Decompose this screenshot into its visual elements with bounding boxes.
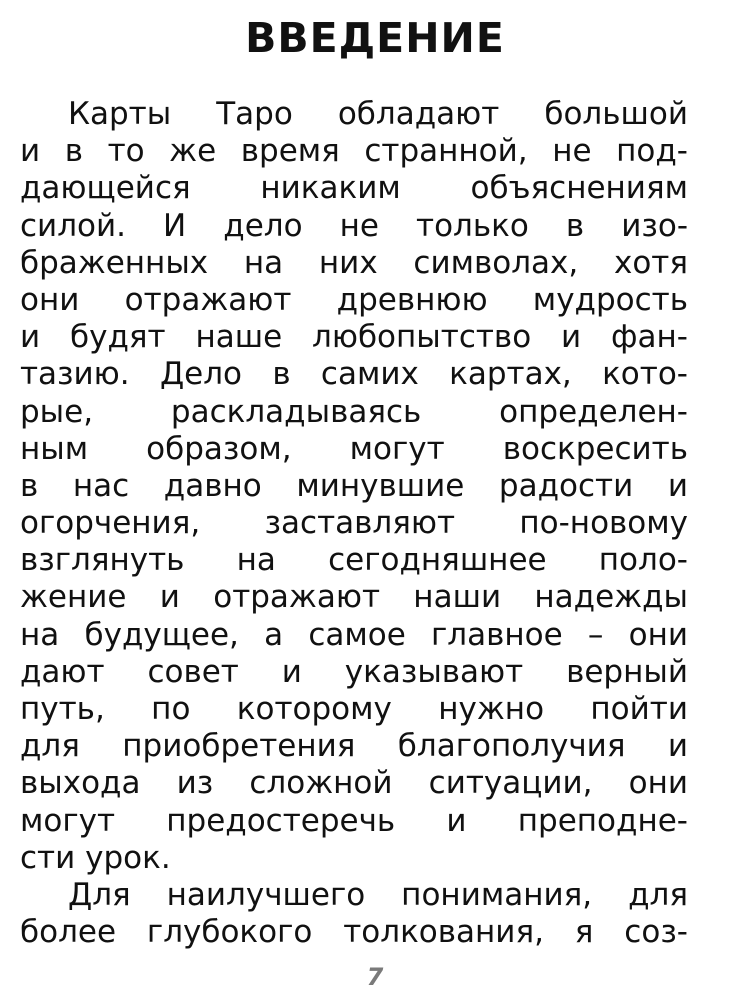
text-line: огорчения, заставляют по-новому [20,505,688,542]
text-line: ным образом, могут воскресить [20,430,688,467]
text-line: на будущее, а самое главное – они [20,616,688,653]
text-line: сти урок. [20,839,171,876]
page-number: 7 [366,963,384,991]
body-text [20,96,688,951]
text-line: и будят наше любопытство и фан- [20,319,688,356]
paragraph [20,96,688,877]
text-line: тазию. Дело в самих картах, кото- [20,356,688,393]
text-line: более глубокого толкования, я соз- [20,914,688,951]
chapter-heading: ВВЕДЕНИЕ [245,14,505,62]
text-line: жение и отражают наши надежды [20,579,688,616]
text-line: взглянуть на сегодняшнее поло- [20,542,688,579]
text-line: путь, по которому нужно пойти [20,691,688,727]
text-line: Для наилучшего понимания, для [68,876,688,913]
text-line: и в то же время странной, не под- [20,133,688,170]
text-line: дают совет и указывают верный [20,653,688,690]
text-line: могут предостеречь и преподне- [20,802,688,839]
text-line: выхода из сложной ситуации, они [20,765,688,802]
text-line: рые, раскладываясь определен- [20,393,688,430]
paragraph [20,877,688,951]
text-line: дающейся никаким объяснениям [20,170,688,207]
text-line: они отражают древнюю мудрость [20,281,688,318]
text-line: для приобретения благополучия и [20,728,688,765]
text-line: браженных на них символах, хотя [20,244,688,281]
text-line: Карты Таро обладают большой [68,96,688,132]
text-line: силой. И дело не только в изо- [20,207,688,244]
text-line: в нас давно минувшие радости и [20,467,688,504]
